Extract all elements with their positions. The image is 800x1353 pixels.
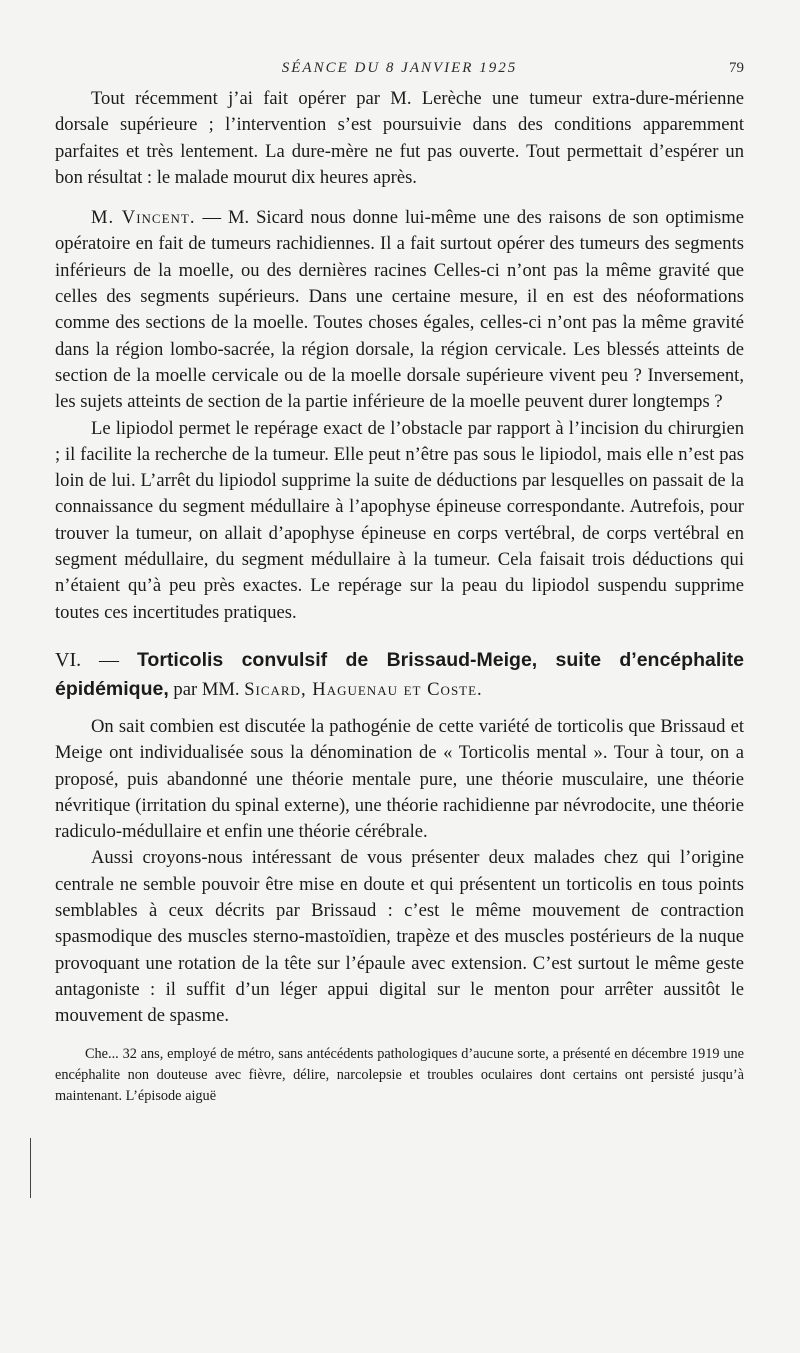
speaker-name: M. Vincent.: [91, 207, 196, 229]
section-by: par MM.: [168, 678, 245, 700]
page-number: 79: [729, 60, 744, 76]
paragraph-4: On sait combien est discutée la pathogénie de cette variété de torticolis que Brissaud et Meige ont individualisée sous la dénomination de « Torticolis mental ». Tour à tour, on a proposé, puis abandonné une théorie mentale pure, une théorie musculaire, une théorie névritique (irritation du spinal externe), une théorie rachidienne par névrodocite, une théorie radiculo-médullaire et enfin une théorie cérébrale.: [55, 715, 744, 843]
paragraph-2-text: — M. Sicard nous donne lui-même une des raisons de son optimisme opératoire en fait de tumeurs rachidiennes. Il a fait surtout opérer des tumeurs des segments inférieurs de la moelle, ou des dernières racines Celles-ci n’ont pas la même gravité que celles des segments supérieurs. Dans une certaine mesure, il en est des néoformations comme des sections de la moelle. Toutes choses égales, celles-ci n’ont pas la même gravité dans la région lombo-sacrée, la région dorsale, la région cervicale. Les blessés atteints de section de la moelle cervicale ou de la moelle dorsale supérieure vivent peu ? Inversement, les sujets atteints de section de la partie inférieure de la moelle peuvent durer longtemps ?: [55, 207, 744, 413]
footnote: Che... 32 ans, employé de métro, sans antécédents pathologiques d’aucune sorte, a présenté en décembre 1919 une encéphalite non douteuse avec fièvre, délire, narcolepsie et troubles oculaires dont certains ont persisté jusqu’à maintenant. L’épisode aiguë: [55, 1045, 744, 1104]
section-title: Torticolis convulsif de Brissaud-Meige, suite d’encéphalite épidémique,: [55, 648, 744, 700]
paragraph-3: Le lipiodol permet le repérage exact de l’obstacle par rapport à l’incision du chirurgien ; il facilite la recherche de la tumeur. Elle peut n’être pas sous le lipiodol, mais elle n’est pas loin de lui. L’arrêt du lipiodol supprime la suite de déductions par lesquelles on passait de la connaissance du segment médullaire à l’apophyse épineuse correspondante. Autrefois, pour trouver la tumeur, on allait d’apophyse épineuse en corps vertébral, de corps vertébral en segment médullaire, du segment médullaire à la tumeur. Cela faisait trois déductions qui n’étaient qu’à peu près exactes. Le repérage sur la peau du lipiodol suspendu supprime toutes ces incertitudes pratiques.: [55, 417, 744, 623]
margin-mark: [30, 1138, 41, 1198]
body-text: [55, 86, 744, 1030]
section-heading: [55, 646, 744, 704]
paragraph-1: Tout récemment j’ai fait opérer par M. Lerèche une tumeur extra-dure-mérienne dorsale supérieure ; l’intervention s’est poursuivie dans des conditions apparemment parfaites et très lentement. La dure-mère ne fut pas ouverte. Tout permettait d’espérer un bon résultat : le malade mourut dix heures après.: [55, 88, 744, 188]
paragraph-gap: [55, 191, 744, 205]
running-title: SÉANCE DU 8 JANVIER 1925: [281, 60, 518, 76]
section-authors: Sicard, Haguenau et Coste.: [244, 678, 483, 700]
section-number: VI. —: [55, 648, 137, 671]
running-header: [55, 60, 744, 86]
paragraph-5: Aussi croyons-nous intéressant de vous présenter deux malades chez qui l’origine centrale ne semble pouvoir être mise en doute et qui présentent un torticolis en tous points semblables à ceux décrits par Brissaud : c’est le même mouvement de contraction spasmodique des muscles sterno-mastoïdien, trapèze et des muscles postérieurs de la nuque provoquant une rotation de la tête sur l’épaule avec extension. C’est surtout le même geste antagoniste : il suffit d’un léger appui digital sur le menton pour arrêter aussitôt le mouvement de spasme.: [55, 847, 744, 1027]
paragraph-2: [55, 205, 744, 415]
